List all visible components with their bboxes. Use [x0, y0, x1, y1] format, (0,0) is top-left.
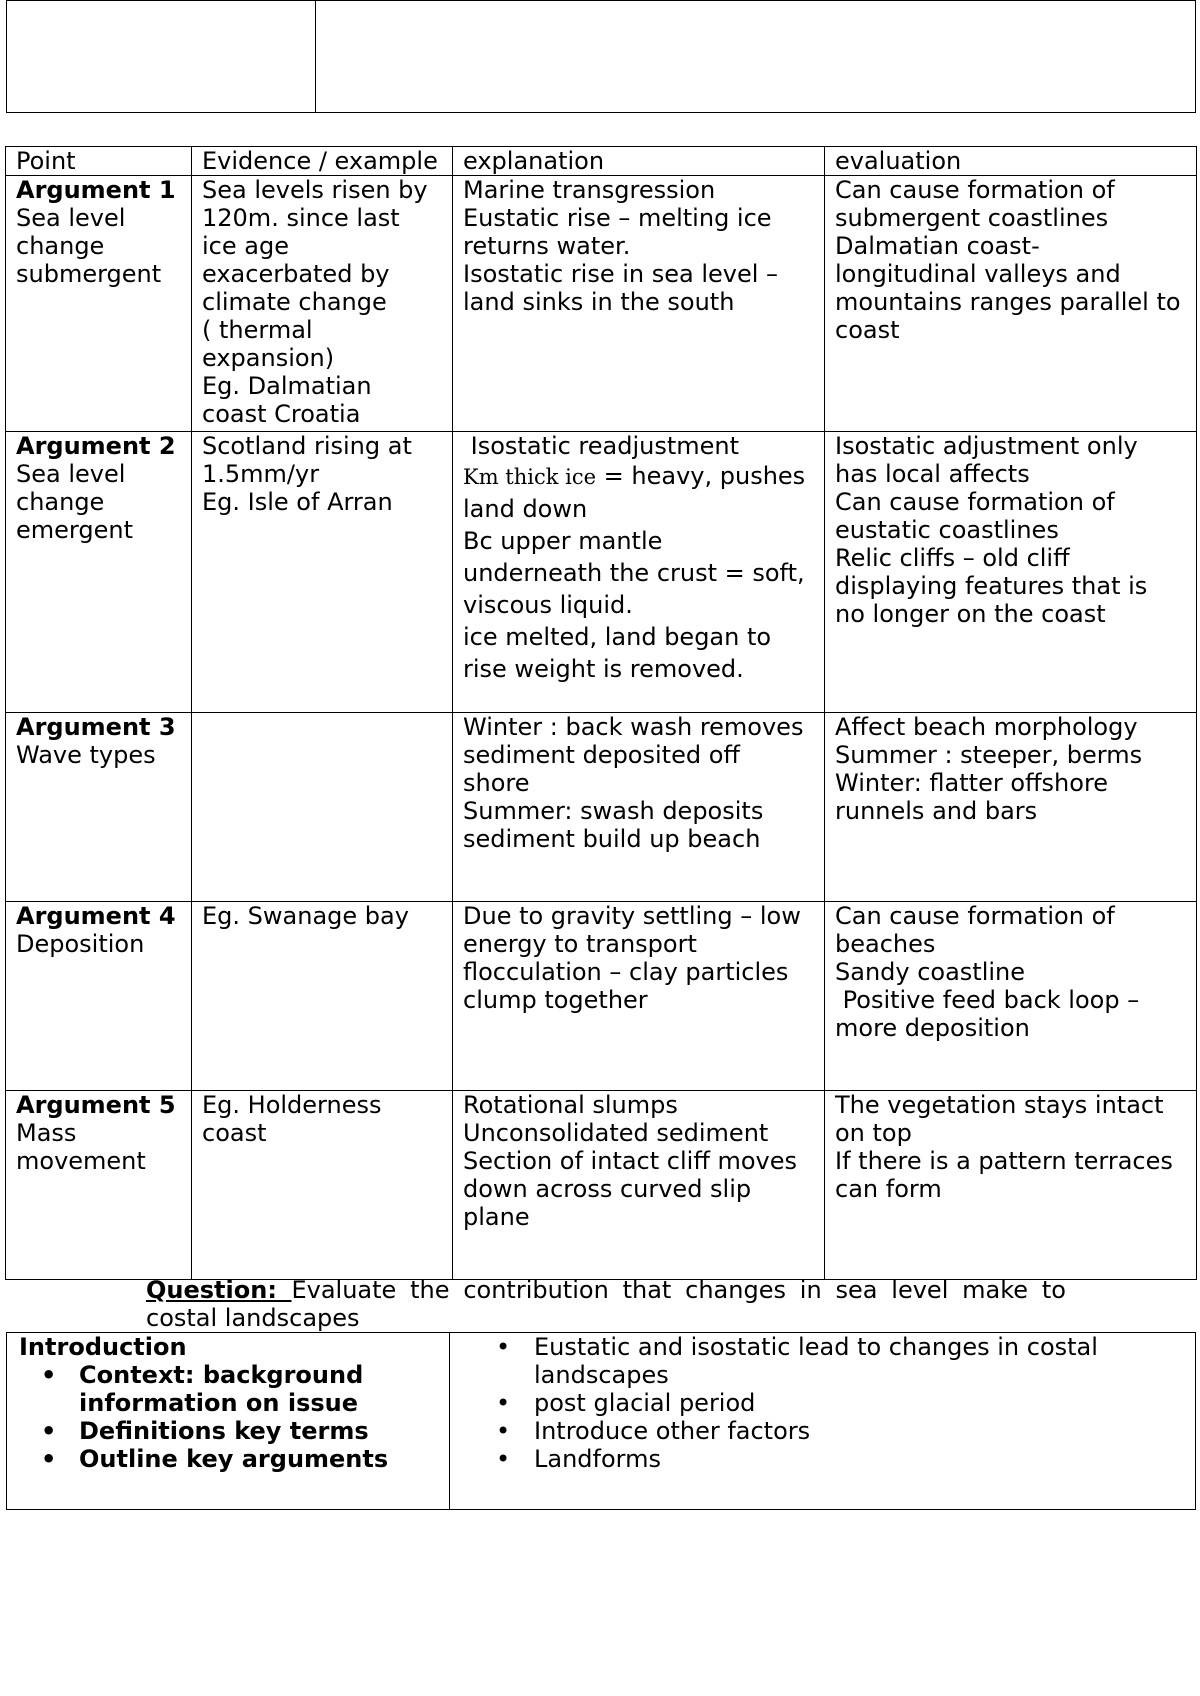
question-body: Evaluate the contribution that changes in sea level make to costal landscapes — [146, 1276, 1066, 1332]
explanation-line: land down — [463, 495, 588, 523]
explanation-line: returns water. — [463, 232, 631, 260]
explanation-line: underneath the crust = soft, — [463, 559, 805, 587]
explanation-line: Section of intact cliff moves — [463, 1147, 798, 1175]
evidence-cell — [192, 432, 453, 713]
evaluation-cell — [825, 1091, 1197, 1280]
explanation-line-mixed — [463, 460, 814, 493]
evaluation-line: mountains ranges parallel to — [835, 288, 1181, 316]
point-cell — [6, 432, 192, 713]
explanation-line: flocculation – clay particles — [463, 958, 789, 986]
list-item: • post glacial period — [534, 1389, 1183, 1417]
point-title: Argument 3 — [16, 713, 176, 741]
point-title: Argument 1 — [16, 176, 176, 204]
evidence-line: coast — [202, 1119, 267, 1147]
evaluation-line: Isostatic adjustment only — [835, 432, 1138, 460]
point-line: Sea level — [16, 204, 126, 232]
question-text — [146, 1276, 1066, 1332]
evidence-cell — [192, 713, 453, 902]
evaluation-line: Can cause formation of — [835, 488, 1115, 516]
table-row — [6, 1091, 1197, 1280]
point-cell — [6, 713, 192, 902]
table-row — [6, 902, 1197, 1091]
evaluation-line: Affect beach morphology — [835, 713, 1138, 741]
point-title: Argument 4 — [16, 902, 176, 930]
list-item: • Introduce other factors — [534, 1417, 1183, 1445]
evaluation-line: Summer : steeper, berms — [835, 741, 1143, 769]
point-line: emergent — [16, 516, 133, 544]
header-box — [6, 0, 1196, 113]
evaluation-line: can form — [835, 1175, 942, 1203]
header-evaluation: evaluation — [825, 147, 1197, 176]
point-title: Argument 2 — [16, 432, 176, 460]
header-right-cell — [316, 1, 1195, 112]
list-item: • Definitions key terms — [79, 1417, 437, 1445]
explanation-line: down across curved slip — [463, 1175, 752, 1203]
evidence-line: Eg. Holderness — [202, 1091, 382, 1119]
introduction-left-cell — [7, 1333, 450, 1509]
evaluation-line: Can cause formation of — [835, 176, 1115, 204]
explanation-line: Isostatic readjustment — [463, 432, 740, 460]
arguments-table — [5, 146, 1197, 1280]
evaluation-line: Dalmatian coast- — [835, 232, 1040, 260]
explanation-line: rise weight is removed. — [463, 655, 744, 683]
explanation-line: sediment build up beach — [463, 825, 761, 853]
evaluation-line: displaying features that is — [835, 572, 1148, 600]
point-cell — [6, 902, 192, 1091]
evaluation-line: Relic cliffs – old cliff — [835, 544, 1070, 572]
point-line: submergent — [16, 260, 162, 288]
point-cell — [6, 1091, 192, 1280]
explanation-line: energy to transport — [463, 930, 697, 958]
header-explanation: explanation — [453, 147, 825, 176]
evaluation-line: submergent coastlines — [835, 204, 1109, 232]
header-evidence: Evidence / example — [192, 147, 453, 176]
table-row — [6, 432, 1197, 713]
evaluation-line: Sandy coastline — [835, 958, 1026, 986]
point-line: change — [16, 232, 105, 260]
explanation-line: plane — [463, 1203, 530, 1231]
question-label: Question: — [146, 1276, 292, 1304]
evaluation-line: eustatic coastlines — [835, 516, 1059, 544]
evidence-line: climate change — [202, 288, 387, 316]
explanation-line: Bc upper mantle — [463, 527, 663, 555]
evaluation-line: more deposition — [835, 1014, 1030, 1042]
explanation-cell — [453, 1091, 825, 1280]
explanation-serif-text: Km thick ice — [463, 465, 597, 489]
explanation-line: ice melted, land began to — [463, 623, 772, 651]
evaluation-line: Winter: flatter offshore — [835, 769, 1109, 797]
evaluation-line: Positive feed back loop – — [835, 986, 1140, 1014]
point-line: movement — [16, 1147, 146, 1175]
point-line: Wave types — [16, 741, 156, 769]
evaluation-line: runnels and bars — [835, 797, 1038, 825]
evaluation-line: coast — [835, 316, 900, 344]
explanation-line: Due to gravity settling – low — [463, 902, 801, 930]
evaluation-cell — [825, 176, 1197, 432]
point-title: Argument 5 — [16, 1091, 176, 1119]
evidence-line: exacerbated by — [202, 260, 390, 288]
explanation-line: sediment deposited off — [463, 741, 740, 769]
explanation-cell — [453, 432, 825, 713]
evaluation-line: on top — [835, 1119, 912, 1147]
point-cell — [6, 176, 192, 432]
evidence-line: 120m. since last — [202, 204, 400, 232]
introduction-right-list — [462, 1333, 1183, 1473]
evaluation-line: If there is a pattern terraces — [835, 1147, 1173, 1175]
evidence-cell — [192, 176, 453, 432]
introduction-box — [6, 1332, 1196, 1510]
evidence-line: Scotland rising at — [202, 432, 412, 460]
explanation-serif-after: = heavy, pushes — [596, 462, 806, 490]
evaluation-line: beaches — [835, 930, 936, 958]
list-item: • Context: background information on issue — [79, 1361, 437, 1417]
evidence-line: Eg. Dalmatian — [202, 372, 372, 400]
evaluation-cell — [825, 432, 1197, 713]
explanation-cell — [453, 713, 825, 902]
evidence-line: Eg. Isle of Arran — [202, 488, 393, 516]
explanation-line: Unconsolidated sediment — [463, 1119, 769, 1147]
evidence-line: ice age — [202, 232, 289, 260]
introduction-left-list — [19, 1361, 437, 1473]
explanation-line: Winter : back wash removes — [463, 713, 804, 741]
evidence-line: 1.5mm/yr — [202, 460, 320, 488]
list-item: • Landforms — [534, 1445, 1183, 1473]
explanation-line: Summer: swash deposits — [463, 797, 764, 825]
evaluation-line: no longer on the coast — [835, 600, 1106, 628]
explanation-line: Marine transgression — [463, 176, 716, 204]
evidence-cell — [192, 902, 453, 1091]
explanation-line: Isostatic rise in sea level – — [463, 260, 779, 288]
evaluation-line: longitudinal valleys and — [835, 260, 1121, 288]
evaluation-cell — [825, 902, 1197, 1091]
point-line: change — [16, 488, 105, 516]
introduction-right-cell — [450, 1333, 1195, 1509]
explanation-line: land sinks in the south — [463, 288, 735, 316]
evaluation-cell — [825, 713, 1197, 902]
evidence-line: ( thermal — [202, 316, 313, 344]
explanation-cell — [453, 902, 825, 1091]
evidence-line: expansion) — [202, 344, 335, 372]
header-point: Point — [6, 147, 192, 176]
table-header-row — [6, 147, 1197, 176]
point-line: Deposition — [16, 930, 145, 958]
explanation-line: clump together — [463, 986, 648, 1014]
explanation-cell — [453, 176, 825, 432]
evaluation-line: Can cause formation of — [835, 902, 1115, 930]
evaluation-line: has local affects — [835, 460, 1030, 488]
evidence-line: Eg. Swanage bay — [202, 902, 409, 930]
header-left-cell — [7, 1, 316, 112]
list-item: • Eustatic and isostatic lead to changes in costal landscapes — [534, 1333, 1183, 1389]
point-line: Sea level — [16, 460, 126, 488]
evidence-line: coast Croatia — [202, 400, 361, 428]
evidence-line: Sea levels risen by — [202, 176, 428, 204]
table-row — [6, 176, 1197, 432]
evaluation-line: The vegetation stays intact — [835, 1091, 1164, 1119]
explanation-line: Rotational slumps — [463, 1091, 678, 1119]
explanation-line: shore — [463, 769, 530, 797]
point-line: Mass — [16, 1119, 77, 1147]
list-item: • Outline key arguments — [79, 1445, 437, 1473]
explanation-line: viscous liquid. — [463, 591, 633, 619]
explanation-line: Eustatic rise – melting ice — [463, 204, 772, 232]
introduction-title: Introduction — [19, 1333, 187, 1361]
table-row — [6, 713, 1197, 902]
evidence-cell — [192, 1091, 453, 1280]
